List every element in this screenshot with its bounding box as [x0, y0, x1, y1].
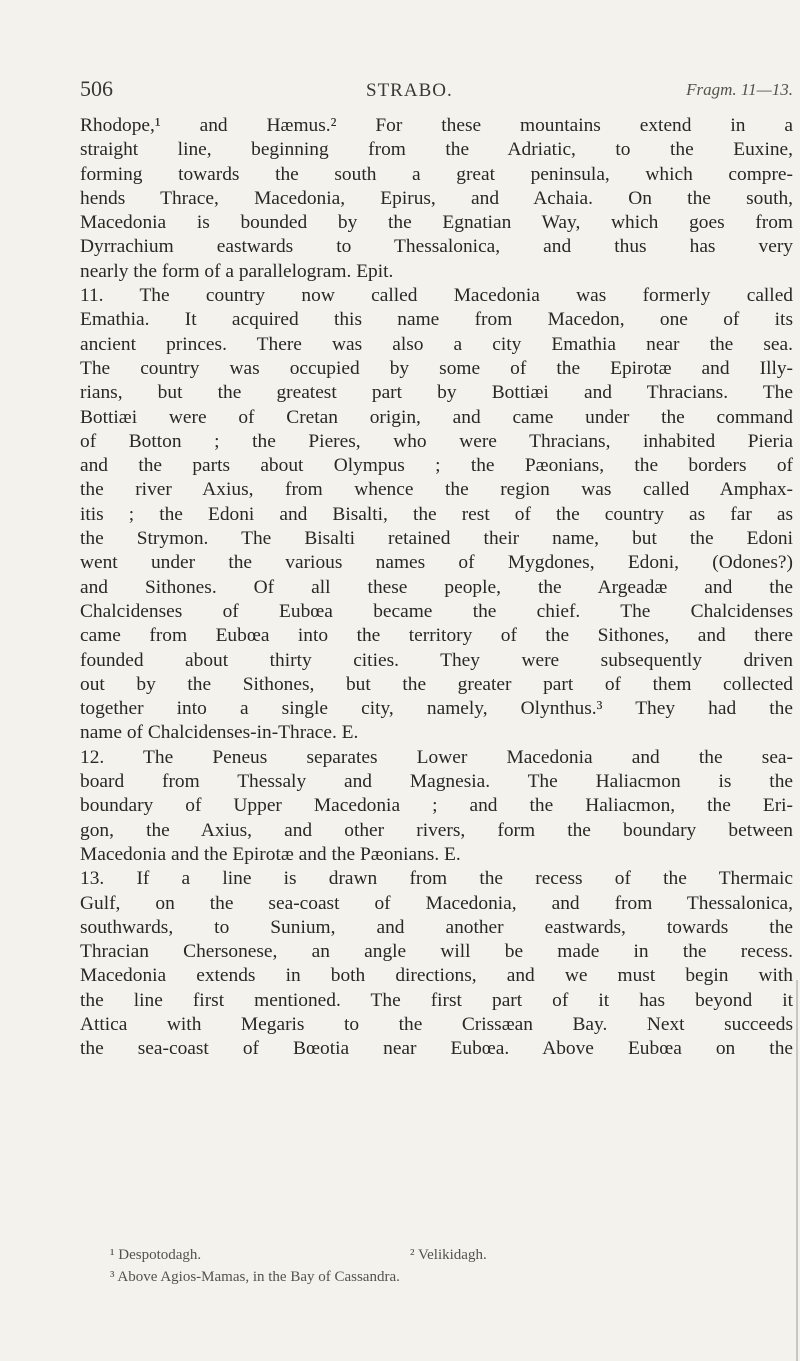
text-line: Thracian Chersonese, an angle will be made in the recess. [80, 941, 793, 963]
footnote-2: ² Velikidagh. [410, 1247, 487, 1263]
text-line: went under the various names of Mygdones, Edoni, (Odones?) [80, 552, 793, 574]
text-line: Macedonia is bounded by the Egnatian Way, which goes from [80, 212, 793, 234]
text-line: itis ; the Edoni and Bisalti, the rest of the country as far as [80, 503, 793, 525]
text-line: Attica with Megaris to the Crissæan Bay. Next succeeds [80, 1013, 793, 1035]
text-line: 11. The country now called Macedonia was formerly called [80, 285, 793, 307]
text-line: the sea-coast of Bœotia near Eubœa. Above Eubœa on the [80, 1038, 793, 1060]
text-line: Emathia. It acquired this name from Macedon, one of its [80, 309, 793, 331]
text-line: the Strymon. The Bisalti retained their name, but the Edoni [80, 528, 793, 550]
text-line: 13. If a line is drawn from the recess of the Thermaic [80, 868, 793, 890]
text-line: straight line, beginning from the Adriatic, to the Euxine, [80, 139, 793, 161]
page-header [80, 76, 793, 110]
text-line: The country was occupied by some of the Epirotæ and Illy- [80, 357, 793, 379]
text-line: nearly the form of a parallelogram. Epit. [80, 260, 394, 282]
text-line: 12. The Peneus separates Lower Macedonia and the sea- [80, 746, 793, 768]
text-line: forming towards the south a great peninsula, which compre- [80, 163, 793, 185]
text-line: and Sithones. Of all these people, the Argeadæ and the [80, 576, 793, 598]
page-number: 506 [80, 76, 113, 101]
text-line: gon, the Axius, and other rivers, form the boundary between [80, 819, 793, 841]
text-line: rians, but the greatest part by Bottiæi and Thracians. The [80, 382, 793, 404]
text-line: southwards, to Sunium, and another eastwards, towards the [80, 916, 793, 938]
text-line: founded about thirty cities. They were subsequently driven [80, 649, 793, 671]
text-line: the river Axius, from whence the region was called Amphax- [80, 479, 793, 501]
text-line: boundary of Upper Macedonia ; and the Haliacmon, the Eri- [80, 795, 793, 817]
text-line: and the parts about Olympus ; the Pæonians, the borders of [80, 455, 793, 477]
footnote-3: ³ Above Agios-Mamas, in the Bay of Cassandra. [110, 1269, 400, 1285]
footnotes [80, 1244, 793, 1288]
text-line: Rhodope,¹ and Hæmus.² For these mountains extend in a [80, 115, 793, 136]
text-line: Chalcidenses of Eubœa became the chief. The Chalcidenses [80, 600, 793, 622]
text-line: together into a single city, namely, Olynthus.³ They had the [80, 698, 793, 720]
footnote-row [80, 1244, 793, 1266]
text-line: the line first mentioned. The first part of it has beyond it [80, 989, 793, 1011]
text-line: name of Chalcidenses-in-Thrace. E. [80, 722, 359, 744]
text-line: Gulf, on the sea-coast of Macedonia, and from Thessalonica, [80, 892, 793, 914]
text-line: Bottiæi were of Cretan origin, and came under the command [80, 406, 793, 428]
scan-edge-line [796, 980, 798, 1361]
footnote-row [80, 1266, 793, 1288]
text-line: came from Eubœa into the territory of the Sithones, and there [80, 625, 793, 647]
text-line: of Botton ; the Pieres, who were Thracians, inhabited Pieria [80, 430, 793, 452]
text-line: Dyrrachium eastwards to Thessalonica, and thus has very [80, 236, 793, 258]
text-line: Macedonia and the Epirotæ and the Pæonians. E. [80, 843, 461, 865]
fragment-reference: Fragm. 11—13. [686, 80, 793, 99]
footnote-1: ¹ Despotodagh. [110, 1247, 202, 1263]
text-line: ancient princes. There was also a city Emathia near the sea. [80, 333, 793, 355]
text-line: Macedonia extends in both directions, and we must begin with [80, 965, 793, 987]
body-text [80, 114, 793, 1062]
text-line: out by the Sithones, but the greater part of them collected [80, 673, 793, 695]
text-line: board from Thessaly and Magnesia. The Haliacmon is the [80, 771, 793, 793]
running-title: STRABO. [366, 80, 453, 101]
text-line: hends Thrace, Macedonia, Epirus, and Achaia. On the south, [80, 187, 793, 209]
